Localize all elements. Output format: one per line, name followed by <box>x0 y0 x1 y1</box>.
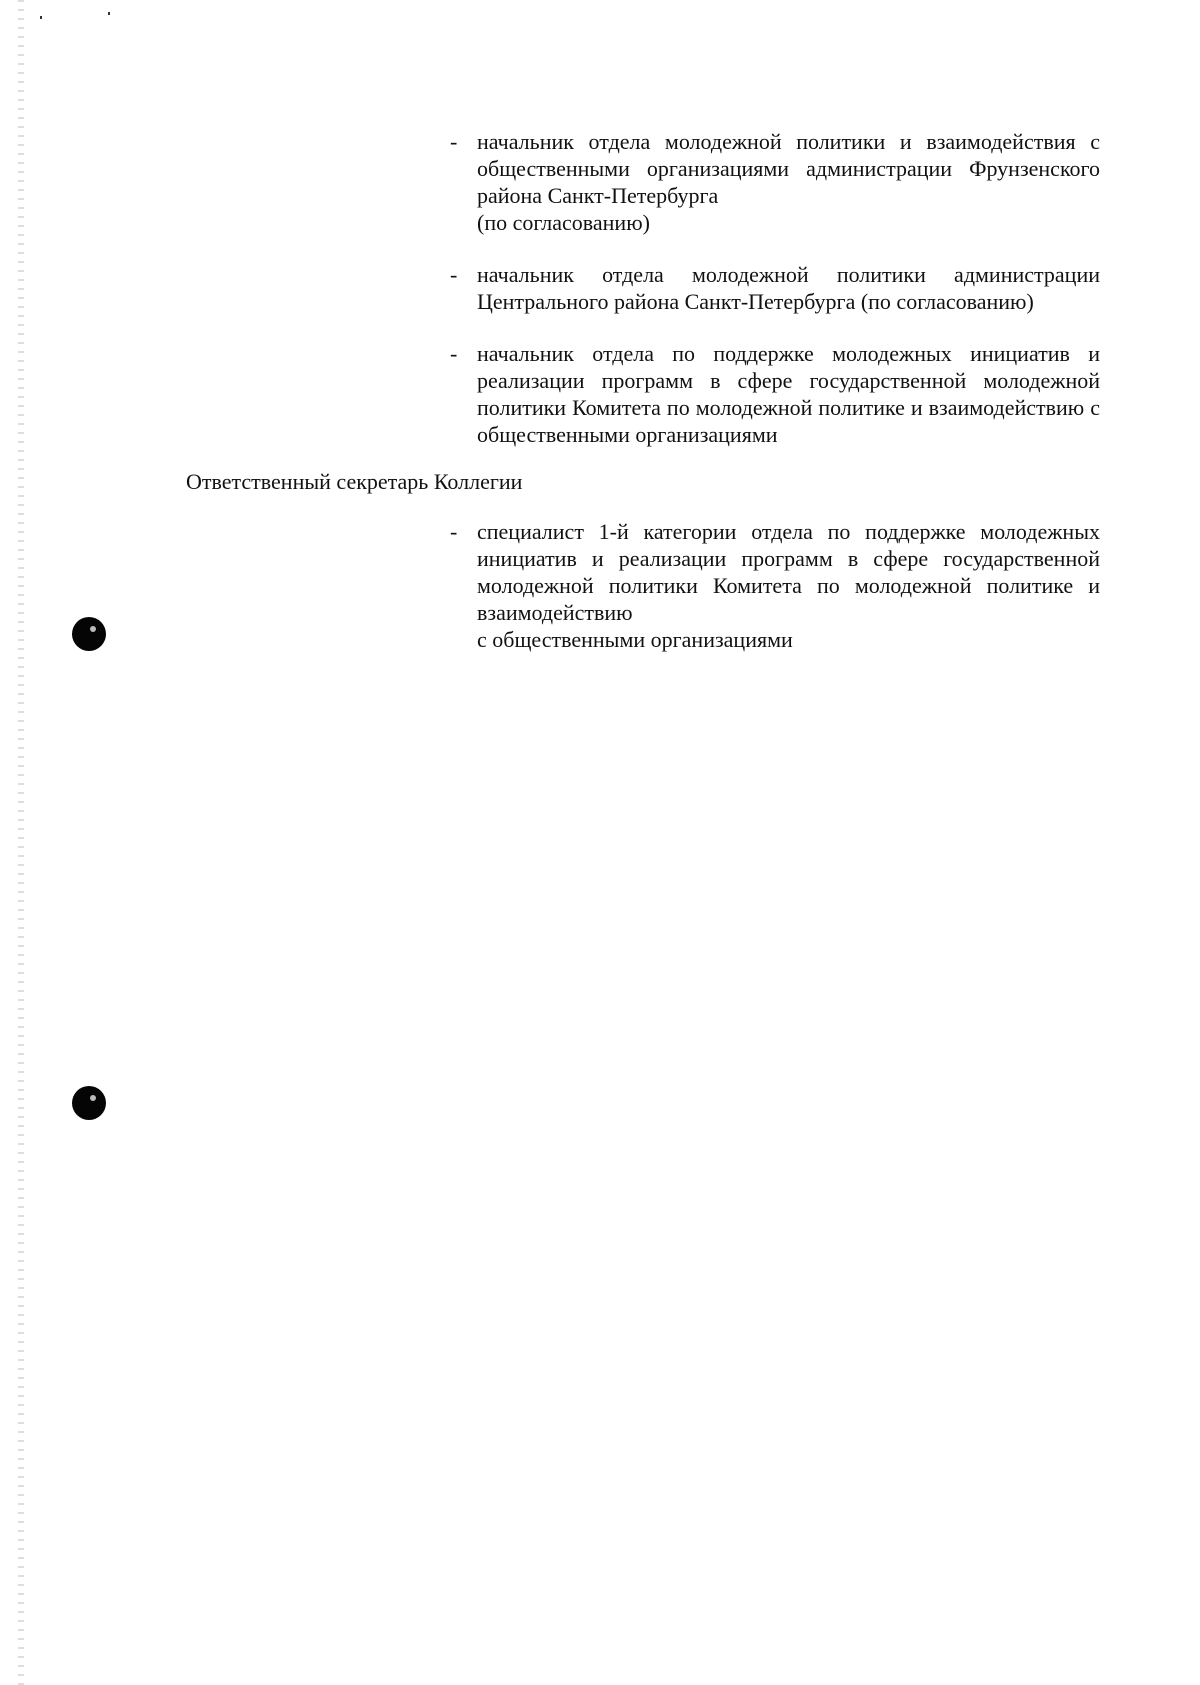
member-description: начальник отдела по поддержке молодежных инициатив и реализации программ в сфере государственной молодежной политики Комитета по молодежной политике и взаимодействию с общественными организациями <box>477 341 1100 447</box>
list-dash: - <box>450 129 458 154</box>
member-description: специалист 1-й категории отдела по поддержке молодежных инициатив и реализации программ в сфере государственной молодежной политики Комитета по молодежной политике и взаимодействию с общественными организациями <box>477 519 1100 652</box>
member-description: начальник отдела молодежной политики администрации Центрального района Санкт-Петербурга (по согласованию) <box>477 262 1100 314</box>
list-dash: - <box>450 341 458 366</box>
list-dash: - <box>450 519 458 544</box>
secretary-section-heading: Ответственный секретарь Коллегии <box>186 469 523 494</box>
member-entry-committee-department <box>450 340 1100 448</box>
scan-speck <box>40 16 42 19</box>
member-description: начальник отдела молодежной политики и взаимодействия с общественными организациями администрации Фрунзенского района Санкт-Петербурга (по согласованию) <box>477 129 1100 235</box>
member-entry-frunzensky <box>450 128 1100 236</box>
member-entry-central <box>450 261 1100 315</box>
list-dash: - <box>450 262 458 287</box>
member-entry-secretary <box>450 518 1100 653</box>
punch-hole-icon <box>72 1086 106 1120</box>
scan-speck <box>108 12 110 15</box>
punch-hole-icon <box>72 617 106 651</box>
scan-edge-artifact <box>18 0 24 1685</box>
